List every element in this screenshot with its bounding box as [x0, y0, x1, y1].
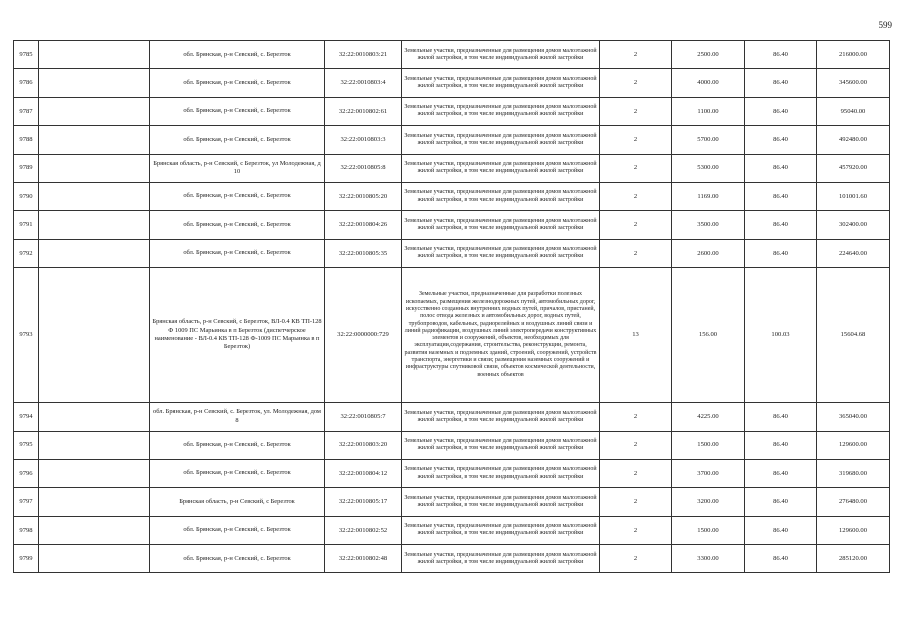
cadastral-value-cell: 457920.00 [817, 154, 890, 182]
specific-value-cell: 86.40 [745, 126, 817, 154]
specific-value-cell: 86.40 [745, 459, 817, 487]
row-id: 9797 [14, 488, 39, 516]
area-cell: 1100.00 [672, 97, 745, 125]
area-cell: 156.00 [672, 268, 745, 403]
land-use-cell: Земельные участки, предназначенные для размещения домов малоэтажной жилой застройки, в том числе индивидуальной жилой застройки [402, 154, 600, 182]
table-body [14, 41, 890, 573]
address-cell: обл. Брянская, р-н Севский, с. Березток [150, 69, 325, 97]
area-cell: 4000.00 [672, 69, 745, 97]
cadastral-number-cell: 32:22:0010803:4 [325, 69, 402, 97]
land-use-cell: Земельные участки, предназначенные для размещения домов малоэтажной жилой застройки, в том числе индивидуальной жилой застройки [402, 182, 600, 210]
cadastral-value-cell: 276480.00 [817, 488, 890, 516]
address-cell: обл. Брянская, р-н Севский, с. Березток, ул. Молодежная, дом 8 [150, 403, 325, 431]
specific-value-cell: 86.40 [745, 182, 817, 210]
row-id: 9799 [14, 545, 39, 573]
table-row [14, 545, 890, 573]
specific-value-cell: 86.40 [745, 69, 817, 97]
blank-cell [39, 211, 150, 239]
area-cell: 1500.00 [672, 431, 745, 459]
area-cell: 2600.00 [672, 239, 745, 267]
blank-cell [39, 239, 150, 267]
use-group-cell: 2 [600, 126, 672, 154]
blank-cell [39, 69, 150, 97]
address-cell: обл. Брянская, р-н Севский, с. Березток [150, 126, 325, 154]
specific-value-cell: 86.40 [745, 239, 817, 267]
row-id: 9796 [14, 459, 39, 487]
area-cell: 2500.00 [672, 41, 745, 69]
page-number: 599 [878, 20, 892, 30]
table-row [14, 182, 890, 210]
use-group-cell: 2 [600, 431, 672, 459]
row-id: 9792 [14, 239, 39, 267]
cadastral-value-cell: 285120.00 [817, 545, 890, 573]
use-group-cell: 2 [600, 97, 672, 125]
address-cell: обл. Брянская, р-н Севский, с. Березток [150, 211, 325, 239]
area-cell: 3200.00 [672, 488, 745, 516]
area-cell: 5300.00 [672, 154, 745, 182]
cadastral-value-cell: 224640.00 [817, 239, 890, 267]
cadastral-value-cell: 319680.00 [817, 459, 890, 487]
address-cell: Брянская область, р-н Севский, с Березток, ул Молодежная, д 10 [150, 154, 325, 182]
blank-cell [39, 431, 150, 459]
blank-cell [39, 126, 150, 154]
land-registry-table [13, 40, 890, 573]
row-id: 9787 [14, 97, 39, 125]
cadastral-value-cell: 216000.00 [817, 41, 890, 69]
address-cell: обл. Брянская, р-н Севский, с. Березток [150, 431, 325, 459]
use-group-cell: 2 [600, 41, 672, 69]
use-group-cell: 2 [600, 545, 672, 573]
use-group-cell: 2 [600, 488, 672, 516]
specific-value-cell: 86.40 [745, 545, 817, 573]
area-cell: 1169.00 [672, 182, 745, 210]
table-row [14, 41, 890, 69]
cadastral-value-cell: 345600.00 [817, 69, 890, 97]
area-cell: 3700.00 [672, 459, 745, 487]
table-row [14, 239, 890, 267]
specific-value-cell: 86.40 [745, 154, 817, 182]
address-cell: обл. Брянская, р-н Севский, с. Березток [150, 97, 325, 125]
table-row [14, 211, 890, 239]
address-cell: обл. Брянская, р-н Севский, с. Березток [150, 516, 325, 544]
cadastral-value-cell: 15604.68 [817, 268, 890, 403]
land-use-cell: Земельные участки, предназначенные для разработки полезных ископаемых, размещения железнодорожных путей, автомобильных дорог, искусственно созданных внутренних водных путей, причалов, пристаней, полос отвода железных и автомобильных дорог, водных путей, трубопроводов, кабельных, радиорелейных и воздушных линий связи и линий радиофикации, воздушных линий электропередачи конструктивных элементов и сооружений, объектов, необходимых для эксплуатации,содержания, строительства, реконструкции, ремонта, развития наземных и подземных зданий, строений, сооружений, устройств транспорта, энергетики и связи; размещения наземных сооружений и инфраструктуры спутниковой связи, объектов космической деятельности, военных объектов [402, 268, 600, 403]
specific-value-cell: 100.03 [745, 268, 817, 403]
blank-cell [39, 516, 150, 544]
land-use-cell: Земельные участки, предназначенные для размещения домов малоэтажной жилой застройки, в том числе индивидуальной жилой застройки [402, 126, 600, 154]
area-cell: 4225.00 [672, 403, 745, 431]
blank-cell [39, 154, 150, 182]
table-row [14, 268, 890, 403]
cadastral-number-cell: 32:22:0010805:8 [325, 154, 402, 182]
address-cell: Брянская область, р-н Севский, с Березток [150, 488, 325, 516]
address-cell: Брянская область, р-н Севский, с Березток, ВЛ-0.4 КВ ТП-128 Ф 1009 ПС Марьинка в п Березток (диспетчерское наименование - ВЛ-0.4 КВ ТП-128 Ф-1009 ПС Марьинка в п Березток) [150, 268, 325, 403]
area-cell: 5700.00 [672, 126, 745, 154]
cadastral-number-cell: 32:22:0010802:52 [325, 516, 402, 544]
address-cell: обл. Брянская, р-н Севский, с. Березток [150, 239, 325, 267]
land-use-cell: Земельные участки, предназначенные для размещения домов малоэтажной жилой застройки, в том числе индивидуальной жилой застройки [402, 516, 600, 544]
use-group-cell: 2 [600, 239, 672, 267]
table-row [14, 69, 890, 97]
cadastral-number-cell: 32:22:0010803:20 [325, 431, 402, 459]
row-id: 9789 [14, 154, 39, 182]
specific-value-cell: 86.40 [745, 431, 817, 459]
cadastral-number-cell: 32:22:0010805:20 [325, 182, 402, 210]
land-use-cell: Земельные участки, предназначенные для размещения домов малоэтажной жилой застройки, в том числе индивидуальной жилой застройки [402, 239, 600, 267]
blank-cell [39, 268, 150, 403]
blank-cell [39, 97, 150, 125]
cadastral-number-cell: 32:22:0010805:35 [325, 239, 402, 267]
row-id: 9788 [14, 126, 39, 154]
cadastral-number-cell: 32:22:0000000:729 [325, 268, 402, 403]
row-id: 9786 [14, 69, 39, 97]
land-use-cell: Земельные участки, предназначенные для размещения домов малоэтажной жилой застройки, в том числе индивидуальной жилой застройки [402, 459, 600, 487]
land-use-cell: Земельные участки, предназначенные для размещения домов малоэтажной жилой застройки, в том числе индивидуальной жилой застройки [402, 41, 600, 69]
blank-cell [39, 41, 150, 69]
row-id: 9791 [14, 211, 39, 239]
use-group-cell: 13 [600, 268, 672, 403]
table-row [14, 516, 890, 544]
cadastral-number-cell: 32:22:0010805:7 [325, 403, 402, 431]
row-id: 9785 [14, 41, 39, 69]
blank-cell [39, 182, 150, 210]
table-row [14, 97, 890, 125]
address-cell: обл. Брянская, р-н Севский, с. Березток [150, 41, 325, 69]
cadastral-value-cell: 95040.00 [817, 97, 890, 125]
cadastral-number-cell: 32:22:0010803:3 [325, 126, 402, 154]
specific-value-cell: 86.40 [745, 488, 817, 516]
table-row [14, 488, 890, 516]
land-use-cell: Земельные участки, предназначенные для размещения домов малоэтажной жилой застройки, в том числе индивидуальной жилой застройки [402, 545, 600, 573]
specific-value-cell: 86.40 [745, 41, 817, 69]
specific-value-cell: 86.40 [745, 516, 817, 544]
use-group-cell: 2 [600, 69, 672, 97]
area-cell: 3500.00 [672, 211, 745, 239]
land-use-cell: Земельные участки, предназначенные для размещения домов малоэтажной жилой застройки, в том числе индивидуальной жилой застройки [402, 403, 600, 431]
use-group-cell: 2 [600, 516, 672, 544]
land-use-cell: Земельные участки, предназначенные для размещения домов малоэтажной жилой застройки, в том числе индивидуальной жилой застройки [402, 211, 600, 239]
land-use-cell: Земельные участки, предназначенные для размещения домов малоэтажной жилой застройки, в том числе индивидуальной жилой застройки [402, 488, 600, 516]
cadastral-number-cell: 32:22:0010802:48 [325, 545, 402, 573]
cadastral-number-cell: 32:22:0010802:61 [325, 97, 402, 125]
row-id: 9794 [14, 403, 39, 431]
blank-cell [39, 459, 150, 487]
blank-cell [39, 545, 150, 573]
cadastral-number-cell: 32:22:0010803:21 [325, 41, 402, 69]
address-cell: обл. Брянская, р-н Севский, с. Березток [150, 545, 325, 573]
specific-value-cell: 86.40 [745, 211, 817, 239]
use-group-cell: 2 [600, 182, 672, 210]
land-use-cell: Земельные участки, предназначенные для размещения домов малоэтажной жилой застройки, в том числе индивидуальной жилой застройки [402, 97, 600, 125]
cadastral-number-cell: 32:22:0010804:26 [325, 211, 402, 239]
cadastral-number-cell: 32:22:0010804:12 [325, 459, 402, 487]
use-group-cell: 2 [600, 459, 672, 487]
row-id: 9790 [14, 182, 39, 210]
area-cell: 3300.00 [672, 545, 745, 573]
cadastral-number-cell: 32:22:0010805:17 [325, 488, 402, 516]
row-id: 9798 [14, 516, 39, 544]
area-cell: 1500.00 [672, 516, 745, 544]
use-group-cell: 2 [600, 403, 672, 431]
cadastral-value-cell: 129600.00 [817, 516, 890, 544]
cadastral-value-cell: 365040.00 [817, 403, 890, 431]
use-group-cell: 2 [600, 211, 672, 239]
land-use-cell: Земельные участки, предназначенные для размещения домов малоэтажной жилой застройки, в том числе индивидуальной жилой застройки [402, 69, 600, 97]
specific-value-cell: 86.40 [745, 403, 817, 431]
table-row [14, 431, 890, 459]
address-cell: обл. Брянская, р-н Севский, с. Березток [150, 459, 325, 487]
cadastral-value-cell: 101001.60 [817, 182, 890, 210]
table-row [14, 403, 890, 431]
blank-cell [39, 403, 150, 431]
cadastral-value-cell: 492480.00 [817, 126, 890, 154]
row-id: 9793 [14, 268, 39, 403]
cadastral-value-cell: 129600.00 [817, 431, 890, 459]
cadastral-value-cell: 302400.00 [817, 211, 890, 239]
blank-cell [39, 488, 150, 516]
table-row [14, 126, 890, 154]
table-row [14, 154, 890, 182]
land-use-cell: Земельные участки, предназначенные для размещения домов малоэтажной жилой застройки, в том числе индивидуальной жилой застройки [402, 431, 600, 459]
use-group-cell: 2 [600, 154, 672, 182]
address-cell: обл. Брянская, р-н Севский, с. Березток [150, 182, 325, 210]
row-id: 9795 [14, 431, 39, 459]
table-row [14, 459, 890, 487]
specific-value-cell: 86.40 [745, 97, 817, 125]
